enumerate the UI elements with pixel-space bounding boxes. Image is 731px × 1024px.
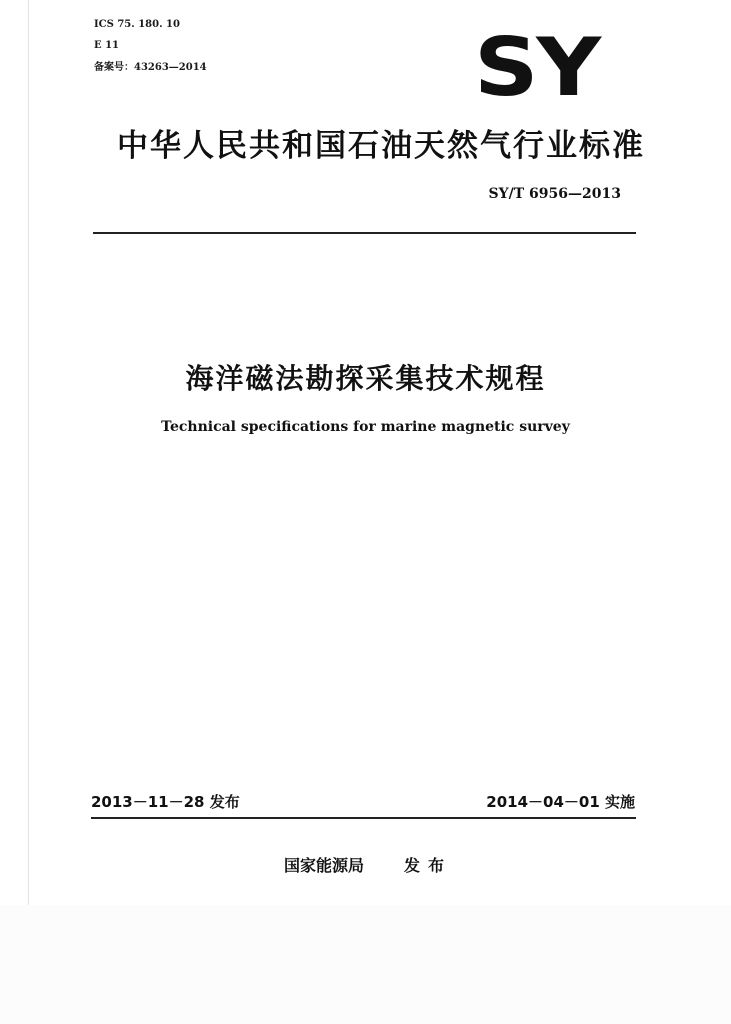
- top-divider: [93, 232, 636, 234]
- document-title-cn: 海洋磁法勘探采集技术规程: [185, 362, 546, 395]
- publisher-name: 国家能源局: [284, 856, 365, 875]
- sy-logo: SY: [474, 21, 599, 114]
- scan-edge-shadow: [28, 0, 29, 905]
- issue-date: 2013－11－28 发布: [91, 793, 240, 811]
- implementation-date: 2014－04－01 实施: [486, 793, 635, 811]
- classification-code: E 11: [94, 40, 120, 51]
- filing-number: 备案号：43263—2014: [94, 62, 207, 73]
- organization-title: 中华人民共和国石油天然气行业标准: [117, 128, 645, 164]
- ics-code: ICS 75. 180. 10: [94, 19, 180, 30]
- scan-bottom-margin: [0, 905, 731, 1024]
- publisher-action: 发布: [404, 856, 453, 875]
- bottom-divider: [91, 817, 636, 819]
- standard-code: SY/T 6956—2013: [488, 186, 621, 202]
- document-title-en: Technical specifications for marine magnetic survey: [161, 419, 570, 435]
